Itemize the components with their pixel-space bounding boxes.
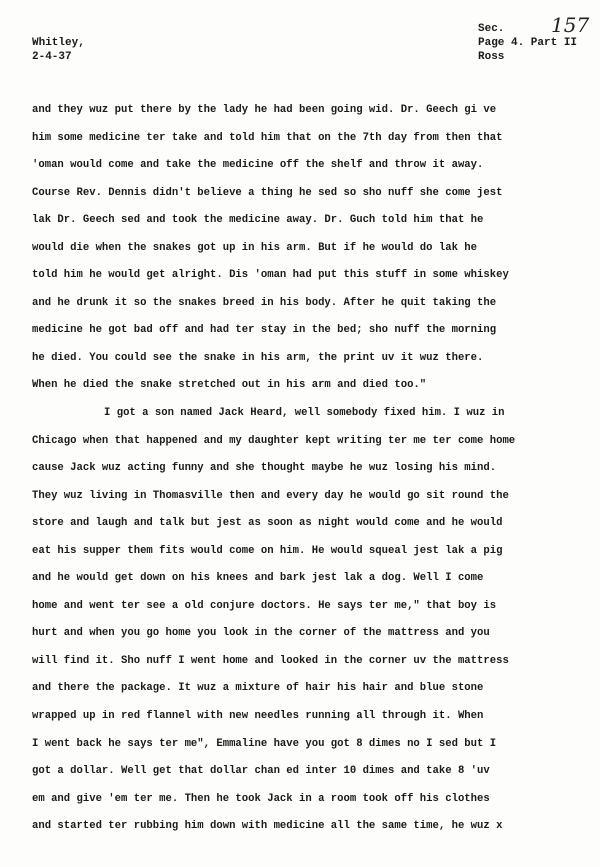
text-line: and there the package. It wuz a mixture of hair his hair and blue stone bbox=[32, 682, 484, 695]
text-line: store and laugh and talk but jest as soon as night would come and he would bbox=[32, 517, 503, 530]
text-line: I went back he says ter me", Emmaline have you got 8 dimes no I sed but I bbox=[32, 737, 497, 750]
text-line: Chicago when that happened and my daughter kept writing ter me ter come home bbox=[32, 434, 516, 447]
paragraph-start-line: I got a son named Jack Heard, well somebody fixed him. I wuz in bbox=[104, 407, 505, 420]
section-label: Sec. bbox=[478, 23, 505, 35]
text-line: and they wuz put there by the lady he had been going wid. Dr. Geech gi ve bbox=[32, 104, 497, 116]
text-line: him some medicine ter take and told him that on the 7th day from then that bbox=[32, 131, 503, 144]
text-line: medicine he got bad off and had ter stay in the bed; sho nuff the morning bbox=[32, 324, 497, 337]
text-line: lak Dr. Geech sed and took the medicine away. Dr. Guch told him that he bbox=[32, 214, 484, 227]
text-line: got a dollar. Well get that dollar chan ed inter 10 dimes and take 8 'uv bbox=[32, 765, 490, 778]
interview-date: 2-4-37 bbox=[32, 51, 72, 63]
text-line: he died. You could see the snake in his arm, the print uv it wuz there. bbox=[32, 351, 484, 364]
text-line: They wuz living in Thomasville then and every day he would go sit round the bbox=[32, 489, 509, 502]
body-text bbox=[32, 103, 582, 847]
author-name: Whitley, bbox=[32, 37, 85, 49]
text-line: will find it. Sho nuff I went home and looked in the corner uv the mattress bbox=[32, 654, 509, 667]
text-line: and he would get down on his knees and bark jest lak a dog. Well I come bbox=[32, 572, 484, 585]
text-line: em and give 'em ter me. Then he took Jack in a room took off his clothes bbox=[32, 792, 490, 805]
text-line: home and went ter see a old conjure doctors. He says ter me," that boy is bbox=[32, 599, 497, 612]
text-line: eat his supper them fits would come on him. He would squeal jest lak a pig bbox=[32, 544, 503, 557]
text-line: and he drunk it so the snakes breed in his body. After he quit taking the bbox=[32, 296, 497, 309]
text-line: wrapped up in red flannel with new needles running all through it. When bbox=[32, 710, 484, 723]
text-line: When he died the snake stretched out in his arm and died too." bbox=[32, 379, 427, 392]
page-number: 157 bbox=[551, 13, 590, 37]
subject-name: Ross bbox=[478, 51, 505, 63]
text-line: cause Jack wuz acting funny and she thought maybe he wuz losing his mind. bbox=[32, 462, 497, 475]
text-line: would die when the snakes got up in his arm. But if he would do lak he bbox=[32, 241, 478, 254]
text-line: 'oman would come and take the medicine off the shelf and throw it away. bbox=[32, 159, 484, 172]
text-line: and started ter rubbing him down with medicine all the same time, he wuz x bbox=[32, 820, 503, 833]
text-line: hurt and when you go home you look in the corner of the mattress and you bbox=[32, 627, 490, 640]
text-line: Course Rev. Dennis didn't believe a thing he sed so sho nuff she come jest bbox=[32, 186, 503, 199]
header-right bbox=[478, 22, 577, 64]
header-left bbox=[32, 36, 85, 64]
text-line: told him he would get alright. Dis 'oman had put this stuff in some whiskey bbox=[32, 269, 509, 282]
page-part: Page 4. Part II bbox=[478, 37, 578, 49]
